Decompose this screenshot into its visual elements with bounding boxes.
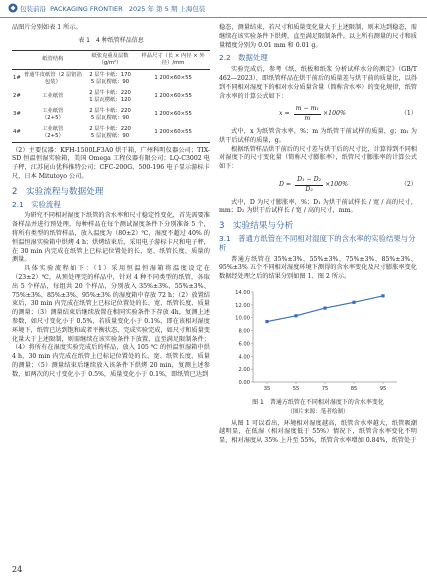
figure-source-note: （图片来源：笔者绘制） — [287, 408, 349, 415]
journal-name-cn: 包装前沿 — [20, 5, 46, 13]
table-header-cell: 样品尺寸（长 × 内径 × 外径）/mm — [136, 50, 210, 69]
moisture-line-chart — [219, 286, 417, 398]
subsection-heading: 2.2 数据处理 — [219, 53, 268, 63]
journal-logo-icon — [8, 3, 18, 13]
x-tick-label: 55 — [292, 385, 300, 392]
data-point — [352, 301, 355, 304]
paragraph: 为研究不同相对湿度下纸管的含水率和尺寸稳定性变化，首先需要准备样品并进行预处理，每种样品在每个测试湿度条件下分别准备 5 个，将所有类型的纸管样品，放入温度为（80±2）℃，湿度不超过 40% 的恒温恒湿实验箱中烘烤 4 h；烘烤结束后，采用电子游标卡尺和电子秤，在 30 min 内完成在纸管上已标记位置处的长、宽、纸管长度、质量的测量。 — [12, 212, 210, 264]
paragraph: 实验完成后，参考《纸、纸板和纸浆 分析试样水分的测定》（GB/T 462—2023），即纸管样品在烘干前后的质量差与烘干前的质量比，以得到不同相对湿度下的相对水分质量含量（简称含水率）的变化规律，纸管含水率的计算公式如下： — [219, 66, 417, 100]
figure-1 — [219, 286, 417, 398]
table-header-cell — [12, 50, 22, 69]
sample-info-table — [12, 50, 210, 143]
eq-numerator: m − m₁ — [294, 105, 321, 115]
table-cell: 普通牛皮纸管（2 层铝箔包装） — [23, 71, 82, 85]
equation-number: （1） — [400, 110, 417, 118]
table-header-cell: 纸张克重及层数（g/m²） — [84, 50, 136, 69]
eq-fraction — [295, 176, 323, 195]
table-row — [12, 124, 210, 143]
header-text — [20, 4, 205, 13]
table-cell: 2 层牛卡纸：220 1 层瓦楞纸：120 — [89, 89, 131, 103]
table-cell: 1 200×60×55 — [154, 111, 192, 118]
table-cell: 2 层牛卡纸：220 5 层瓦楞纸：90 — [84, 124, 136, 143]
paragraph: 普通方纸管在 35%±3%、55%±3%、75%±3%、85%±3%、95%±3% 五个不同相对湿度环境下测得的含水率变化及尺寸膨胀率变化数据经处理之后的结果分别如图 1、图 2 所示。 — [219, 255, 417, 281]
data-point — [323, 306, 326, 309]
table-row — [12, 106, 210, 124]
eq-denominator: D₂ — [305, 185, 313, 193]
table-cell: 2# — [13, 93, 21, 100]
x-tick-label: 85 — [350, 385, 358, 392]
page-header — [0, 0, 427, 18]
equation-1: x = $\frac{\text{m − m₁}}{m}$ ×100% （1） — [279, 105, 417, 123]
section-heading: 2 实验流程与数据处理 — [12, 186, 104, 197]
y-tick-label: 14.00 — [235, 289, 250, 296]
data-point — [381, 294, 384, 297]
eq-tail: ×100% — [325, 180, 348, 188]
table-row — [12, 88, 210, 106]
data-point — [265, 320, 268, 323]
table-row — [12, 69, 210, 88]
left-column — [12, 24, 210, 380]
paragraph: 式中，x 为纸管含水率，%；m 为纸管干前试样的质量，g；m₁ 为烘干后试样的质量，g。 — [219, 127, 417, 144]
paragraph: 具体实验流程如下：（1）采用恒温恒湿箱将温度设定在（23±2）℃，从预处理完的样品中，针对 4 种不同类型的纸管，各取出 5 个样品，每组共 20 个样品，分别放入 35%±3%、55%±3%、75%±3%、85%±3%、95%±3% 的湿度箱中存放 72 h；（2）放置结束后，30 min 内完成在纸管上已标记位置处的长、宽、纸管长度、质量的测量；（3）测量结束后继续放置在相同实验条件下存放 4h，复测上述参数，如尺寸变化小于 0.5%，若质量变化小于 0.1%，即在该相对湿度环境下，纸管已达到饱和或者平衡状态，完成实验完成，如尺寸和质量变化量大于上述限制，则需继续在该实验条件下放置，直至满足限制条件；（4）将所有在湿度实验完成后的样品，放入 105 ℃ 的恒温恒湿箱中烘 4 h，30 min 内完成在纸管上已标记位置处的长、宽、纸管长度、质量的测量；（5）测量结束后继续放入该条件下烘烤 20 min，复测上述参数，如两次的尺寸变化小于 0.5%，质量变化小于 0.1%，即纸管已达到 — [12, 265, 210, 378]
table-header-cell: 纸管结构 — [22, 50, 84, 69]
table-header-row — [12, 50, 210, 69]
y-tick-label: 4.00 — [238, 354, 250, 361]
subsection-heading: 2.1 实验流程 — [12, 199, 61, 209]
x-tick-label: 35 — [263, 385, 271, 392]
paragraph: 品图片分别如表 1 所示。 — [12, 24, 82, 31]
eq-numerator: D₁ − D₂ — [295, 176, 323, 186]
y-tick-label: 6.00 — [238, 341, 250, 348]
figure-caption: 图 1 普通方纸管在不同相对湿度下的含水率变化 — [252, 398, 384, 406]
table-cell: 1 200×60×55 — [136, 124, 210, 143]
paragraph: 从图 1 可以看出，环境相对湿度越高，纸管含水率越大，纸管吸潮越明显，在低湿（相对湿度低于 55%）情况下，纸管含水率变化不明显，相对湿度从 35% 上升至 55%，纸管含水率增加 0.84%，纸管处于 — [219, 419, 417, 445]
eq-lhs: x — [279, 110, 283, 118]
table-cell: 工业纸管 — [42, 93, 64, 100]
x-tick-label: 75 — [321, 385, 329, 392]
subsection-heading: 3.1 普通方纸管在不同相对湿度下的含水率的实验结果与分析 — [219, 233, 416, 252]
y-tick-label: 2.00 — [238, 367, 250, 374]
table-cell: 1# — [13, 75, 21, 82]
table-cell: 1 200×60×55 — [154, 93, 192, 100]
issue-info: 2025 年 第 5 期 上海包装 — [128, 5, 206, 13]
data-point — [294, 314, 297, 317]
eq-fraction — [294, 105, 321, 124]
table-cell: 2 层牛卡纸：220 5 层瓦楞纸：90 — [89, 107, 131, 121]
table-cell: 工业纸管 （2+5） — [22, 124, 84, 143]
table-cell: 工业纸管 （2+5） — [41, 107, 64, 121]
table-caption: 表 1 4 种纸管样品信息 — [78, 36, 144, 44]
page-number: 24 — [12, 565, 23, 574]
table-cell: 3# — [13, 111, 21, 118]
table-cell: 1 200×60×55 — [154, 75, 192, 82]
equation-number: （2） — [400, 180, 417, 188]
table-cell: 2 层牛卡纸：170 5 层瓦楞纸：90 — [89, 71, 131, 85]
paragraph: 根据纸管样品烘干前后的尺寸差与烘干后的尺寸比，计算得到不同相对湿度下的尺寸变化量（简称尺寸膨胀率），纸管尺寸膨胀率的计算公式如下： — [219, 145, 417, 171]
y-tick-label: 12.00 — [235, 302, 250, 309]
equation-2: D = $\frac{\text{D₁ − D₂}}{\text{D₂}}$ ×100% （2） — [279, 175, 417, 193]
paragraph: （2）主要仪器：KFH-1500LF3A0 烘干箱，广州科明仪器公司；TIX-SD 恒温恒湿实验箱，美国 Omega 工程仪器有限公司；LQ-C3002 电子秤，江苏昆山优科推特公司；CFC-200G、500-196 电子显示游标卡尺，日本 Mitutoyo 公司。 — [12, 146, 210, 180]
eq-tail: ×100% — [322, 110, 346, 118]
eq-denominator: m — [304, 115, 311, 123]
eq-lhs: D — [279, 180, 284, 188]
y-tick-label: 0.00 — [238, 379, 250, 386]
paragraph: 式中，D 为尺寸膨胀率，%；D₁ 为烘干前试样长 / 宽 / 高的尺寸，mm；D₂ 为烘干后试样长 / 宽 / 高的尺寸，mm。 — [219, 198, 417, 215]
table-cell: 4# — [12, 124, 22, 143]
y-tick-label: 8.00 — [238, 328, 250, 335]
x-tick-label: 95 — [379, 385, 387, 392]
right-column — [219, 24, 417, 446]
y-tick-label: 10.00 — [235, 315, 250, 322]
paragraph: 稳态，测量结束，若尺寸和质量变化量大于上述限制，则未达到稳态，需继续在该实验条件下烘烤，直至满足限制条件。以上所有测量的尺寸和质量精度分别为 0.01 mm 和 0.01 g。 — [219, 24, 417, 49]
section-heading: 3 实验结果与分析 — [219, 221, 294, 232]
journal-name-en: PACKAGING FRONTIER — [50, 5, 123, 13]
